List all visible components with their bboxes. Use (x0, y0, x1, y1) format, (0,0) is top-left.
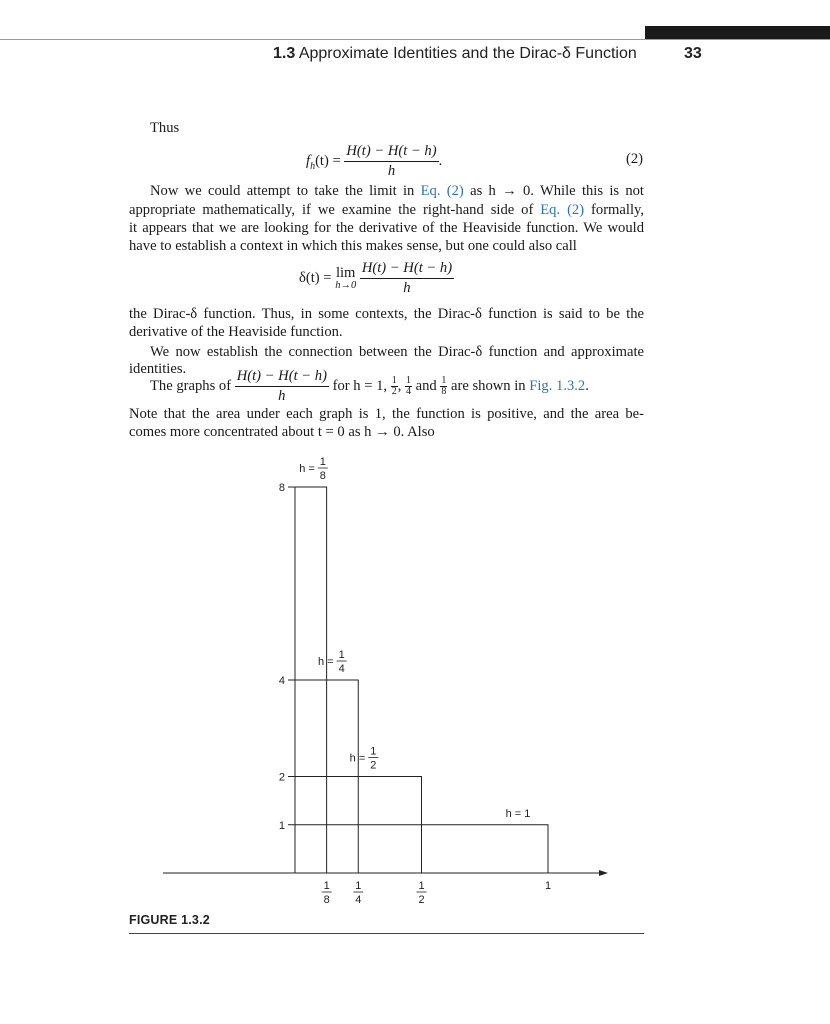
series-frac-2-den: 2 (370, 759, 377, 772)
series-frac-1-den: 4 (338, 663, 345, 675)
x-tick-2-num: 1 (418, 880, 425, 892)
eq2-denominator: h (387, 163, 396, 179)
p4-line-1: The graphs of $\frac{H(t) - H(t - h)}{h}$ for h = 1, $\frac{1}{2}$ , $\frac{1}{4}$ and $\frac{1}{8}$ are shown in Fig. 1.3.2. (150, 368, 589, 404)
p4-numerator: H(t) − H(t − h) (235, 368, 329, 387)
p1-l2-b: formally, (584, 202, 644, 218)
p4-end: . (585, 377, 589, 394)
series-label-1: h = (318, 656, 334, 668)
x-tick-0-den: 8 (323, 894, 330, 906)
eq2-lhs-arg: (t) = (315, 152, 341, 169)
figure-link[interactable]: Fig. 1.3.2 (529, 377, 586, 394)
lim-sub: h→0 (335, 280, 357, 291)
y-tick-label: 1 (278, 819, 285, 832)
section-title: Approximate Identities and the Dirac-δ Function (298, 45, 637, 62)
x-tick-2-den: 2 (418, 894, 425, 906)
page-number: 33 (684, 45, 702, 62)
p4-f3-den: 8 (441, 386, 447, 397)
series-frac-2-num: 1 (370, 745, 377, 758)
eq2-period: . (438, 152, 443, 169)
series-frac-0-num: 1 (319, 456, 326, 468)
x-tick-1-den: 4 (355, 894, 362, 906)
series-frac-1-num: 1 (338, 649, 345, 661)
p4-f3-num: 1 (441, 375, 447, 386)
p2-line-2: derivative of the Heaviside function. (129, 324, 343, 340)
p4-denominator: h (278, 388, 286, 404)
p4-f2-num: 1 (405, 375, 411, 386)
p1-l2-a: appropriate mathematically, if we examine the right-hand side of (129, 202, 541, 218)
p4-line-2: Note that the area under each graph is 1, the function is positive, and the area be- (129, 406, 644, 422)
p4-for-h: for h = 1, (332, 377, 388, 394)
p4-f1-den: 2 (391, 386, 397, 397)
eq-link-1[interactable]: Eq. (2) (420, 183, 464, 199)
y-tick-label: 2 (278, 771, 285, 784)
series-label-0: h = (299, 463, 315, 475)
p4-f2-den: 4 (405, 386, 411, 397)
p2-line-1: the Dirac-δ function. Thus, in some contexts, the Dirac-δ function is said to be the (129, 306, 644, 322)
p3-line-2: identities. (129, 361, 187, 377)
series-label-2: h = (349, 752, 366, 765)
series-label-3: h = 1 (505, 807, 531, 820)
p1-line-4: have to establish a context in which this makes sense, but one could also call (129, 238, 577, 254)
lim-word: lim (335, 265, 356, 281)
p4-are-shown: are shown in (451, 377, 526, 394)
eq-link-2[interactable]: Eq. (2) (540, 202, 585, 218)
p1-l1-b: as h → 0. While this is not (463, 183, 644, 199)
series-frac-0-den: 8 (319, 470, 326, 482)
eq2-lhs: f (306, 152, 311, 169)
y-tick-label: 4 (278, 675, 285, 687)
figure-rule (129, 933, 644, 934)
x-tick-0-num: 1 (323, 880, 330, 892)
delta-numerator: H(t) − H(t − h) (360, 260, 454, 279)
figure-caption: FIGURE 1.3.2 (129, 913, 210, 927)
delta-denominator: h (403, 280, 411, 296)
x-axis-arrow (599, 870, 608, 876)
section-number: 1.3 (273, 45, 296, 62)
eq2-numerator: H(t) − H(t − h) (344, 143, 438, 162)
y-tick-label: 8 (278, 482, 285, 494)
equation-number: (2) (626, 151, 644, 167)
eq2-lhs-sub: h (310, 160, 316, 172)
p1-line-3: it appears that we are looking for the derivative of the Heaviside function. We would (129, 220, 644, 236)
x-tick-1-num: 1 (355, 880, 362, 892)
p4-prefix: The graphs of (150, 377, 232, 394)
p4-line-3: comes more concentrated about t = 0 as h → 0. Also (129, 424, 435, 440)
x-tick-3: 1 (544, 880, 552, 892)
p3-line-1: We now establish the connection between the Dirac-δ function and approximate (150, 344, 644, 360)
p4-f1-num: 1 (391, 375, 397, 386)
delta-lhs: δ(t) = (299, 269, 332, 286)
thus-word: Thus (150, 120, 180, 136)
p4-and: and (415, 377, 437, 394)
p1-l1-a: Now we could attempt to take the limit in (150, 183, 421, 199)
